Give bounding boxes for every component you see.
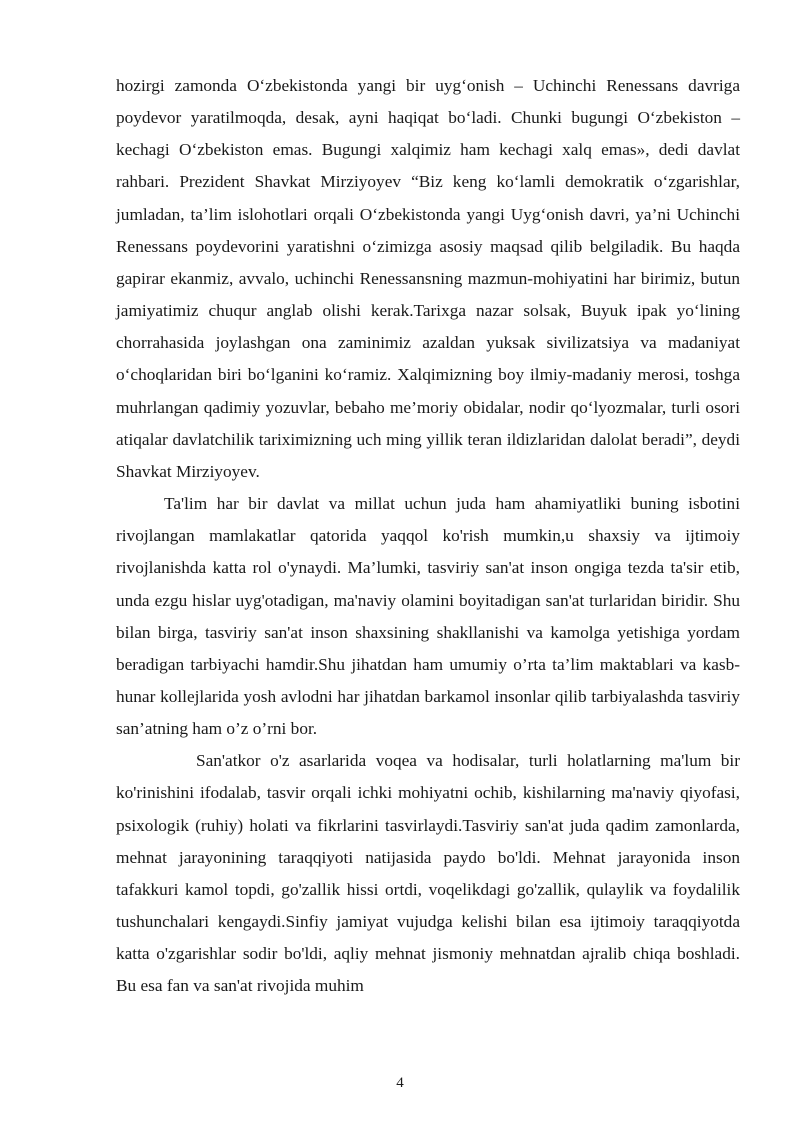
page-number: 4 — [396, 1075, 404, 1091]
paragraph-3: San'atkor o'z asarlarida voqea va hodisalar, turli holatlarning ma'lum bir ko'rinishini ifodalab, tasvir orqali ichki mohiyatni ochib, kishilarning ma'naviy qiyofasi, psixologik (ruhiy) holati va fikrlarini tasvirlaydi.Tasviriy san'at juda qadim zamonlarda, mehnat jarayonining taraqqiyoti natijasida paydo bo'ldi. Mehnat jarayonida inson tafakkuri kamol topdi, go'zallik hissi ortdi, voqelikdagi go'zallik, qulaylik va foydalilik tushunchalari kengaydi.Sinfiy jamiyat vujudga kelishi bilan esa ijtimoiy taraqqiyotda katta o'zgarishlar sodir bo'ldi, aqliy mehnat jismoniy mehnatdan ajralib chiqa boshladi. Bu esa fan va san'at rivojida muhim — [116, 751, 740, 996]
body-text — [116, 70, 740, 1003]
paragraph-2: Ta'lim har bir davlat va millat uchun juda ham ahamiyatliki buning isbotini rivojlangan mamlakatlar qatorida yaqqol ko'rish mumkin,u shaxsiy va ijtimoiy rivojlanishda katta rol o'ynaydi. Ma’lumki, tasviriy san'at inson ongiga tezda ta'sir etib, unda ezgu hislar uyg'otadigan, ma'naviy olamini boyitadigan san'at turlaridan biridir. Shu bilan birga, tasviriy san'at inson shaxsining shakllanishi va kamolga yetishiga yordam beradigan tarbiyachi hamdir.Shu jihatdan ham umumiy o’rta ta’lim maktablari va kasb-hunar kollejlarida yosh avlodni har jihatdan barkamol insonlar qilib tarbiyalashda tasviriy san’atning ham o’z o’rni bor. — [116, 494, 740, 739]
paragraph-1: hozirgi zamonda O‘zbekistonda yangi bir uyg‘onish – Uchinchi Renessans davriga poydevor yaratilmoqda, desak, ayni haqiqat bo‘ladi. Chunki bugungi O‘zbekiston – kechagi O‘zbekiston emas. Bugungi xalqimiz ham kechagi xalq emas», dedi davlat rahbari. Prezident Shavkat Mirziyoyev “Biz keng ko‘lamli demokratik o‘zgarishlar, jumladan, ta’lim islohotlari orqali O‘zbekistonda yangi Uyg‘onish davri, ya’ni Uchinchi Renessans poydevorini yaratishni o‘zimizga asosiy maqsad qilib belgiladik. Bu haqda gapirar ekanmiz, avvalo, uchinchi Renessansning mazmun-mohiyatini har birimiz, butun jamiyatimiz chuqur anglab olishi kerak.Tarixga nazar solsak, Buyuk ipak yo‘lining chorrahasida joylashgan ona zaminimiz azaldan yuksak sivilizatsiya va madaniyat o‘choqlaridan biri bo‘lganini ko‘ramiz. Xalqimizning boy ilmiy-madaniy merosi, toshga muhrlangan qadimiy yozuvlar, bebaho me’moriy obidalar, nodir qo‘lyozmalar, turli osori atiqalar davlatchilik tariximizning uch ming yillik teran ildizlaridan dalolat beradi”, deydi Shavkat Mirziyoyev. — [116, 76, 740, 481]
